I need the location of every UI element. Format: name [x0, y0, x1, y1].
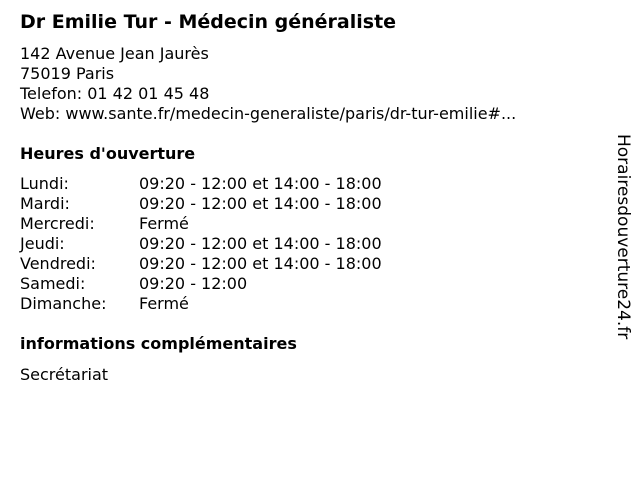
day-label: Dimanche: — [20, 294, 107, 313]
hours-row-mercredi — [20, 214, 382, 234]
opening-hours-heading: Heures d'ouverture — [20, 144, 196, 163]
time-value: 09:20 - 12:00 et 14:00 - 18:00 — [139, 194, 382, 213]
page-title: Dr Emilie Tur - Médecin généraliste — [20, 11, 397, 33]
day-label: Mardi: — [20, 194, 70, 213]
hours-row-dimanche — [20, 294, 382, 314]
hours-row-vendredi — [20, 254, 382, 274]
time-value: 09:20 - 12:00 et 14:00 - 18:00 — [139, 254, 382, 273]
day-label: Jeudi: — [20, 234, 65, 253]
hours-row-mardi — [20, 194, 382, 214]
time-value: 09:20 - 12:00 — [139, 274, 248, 293]
opening-hours-table — [20, 174, 382, 314]
additional-info-text: Secrétariat — [20, 365, 109, 384]
time-value: Fermé — [139, 294, 189, 313]
website-link[interactable]: Web: www.sante.fr/medecin-generaliste/paris/dr-tur-emilie#... — [20, 104, 517, 123]
day-label: Samedi: — [20, 274, 86, 293]
address-block — [20, 44, 516, 124]
day-label: Lundi: — [20, 174, 69, 193]
time-value: 09:20 - 12:00 et 14:00 - 18:00 — [139, 174, 382, 193]
watermark-text: Horairesdouverture24.fr — [613, 134, 633, 340]
time-value: Fermé — [139, 214, 189, 233]
day-label: Vendredi: — [20, 254, 96, 273]
day-label: Mercredi: — [20, 214, 95, 233]
hours-row-lundi — [20, 174, 382, 194]
hours-row-jeudi — [20, 234, 382, 254]
site-watermark — [612, 134, 634, 344]
street-address: 142 Avenue Jean Jaurès — [20, 44, 209, 63]
additional-info-heading: informations complémentaires — [20, 334, 297, 353]
phone-number: Telefon: 01 42 01 45 48 — [20, 84, 210, 103]
time-value: 09:20 - 12:00 et 14:00 - 18:00 — [139, 234, 382, 253]
hours-row-samedi — [20, 274, 382, 294]
city: 75019 Paris — [20, 64, 115, 83]
